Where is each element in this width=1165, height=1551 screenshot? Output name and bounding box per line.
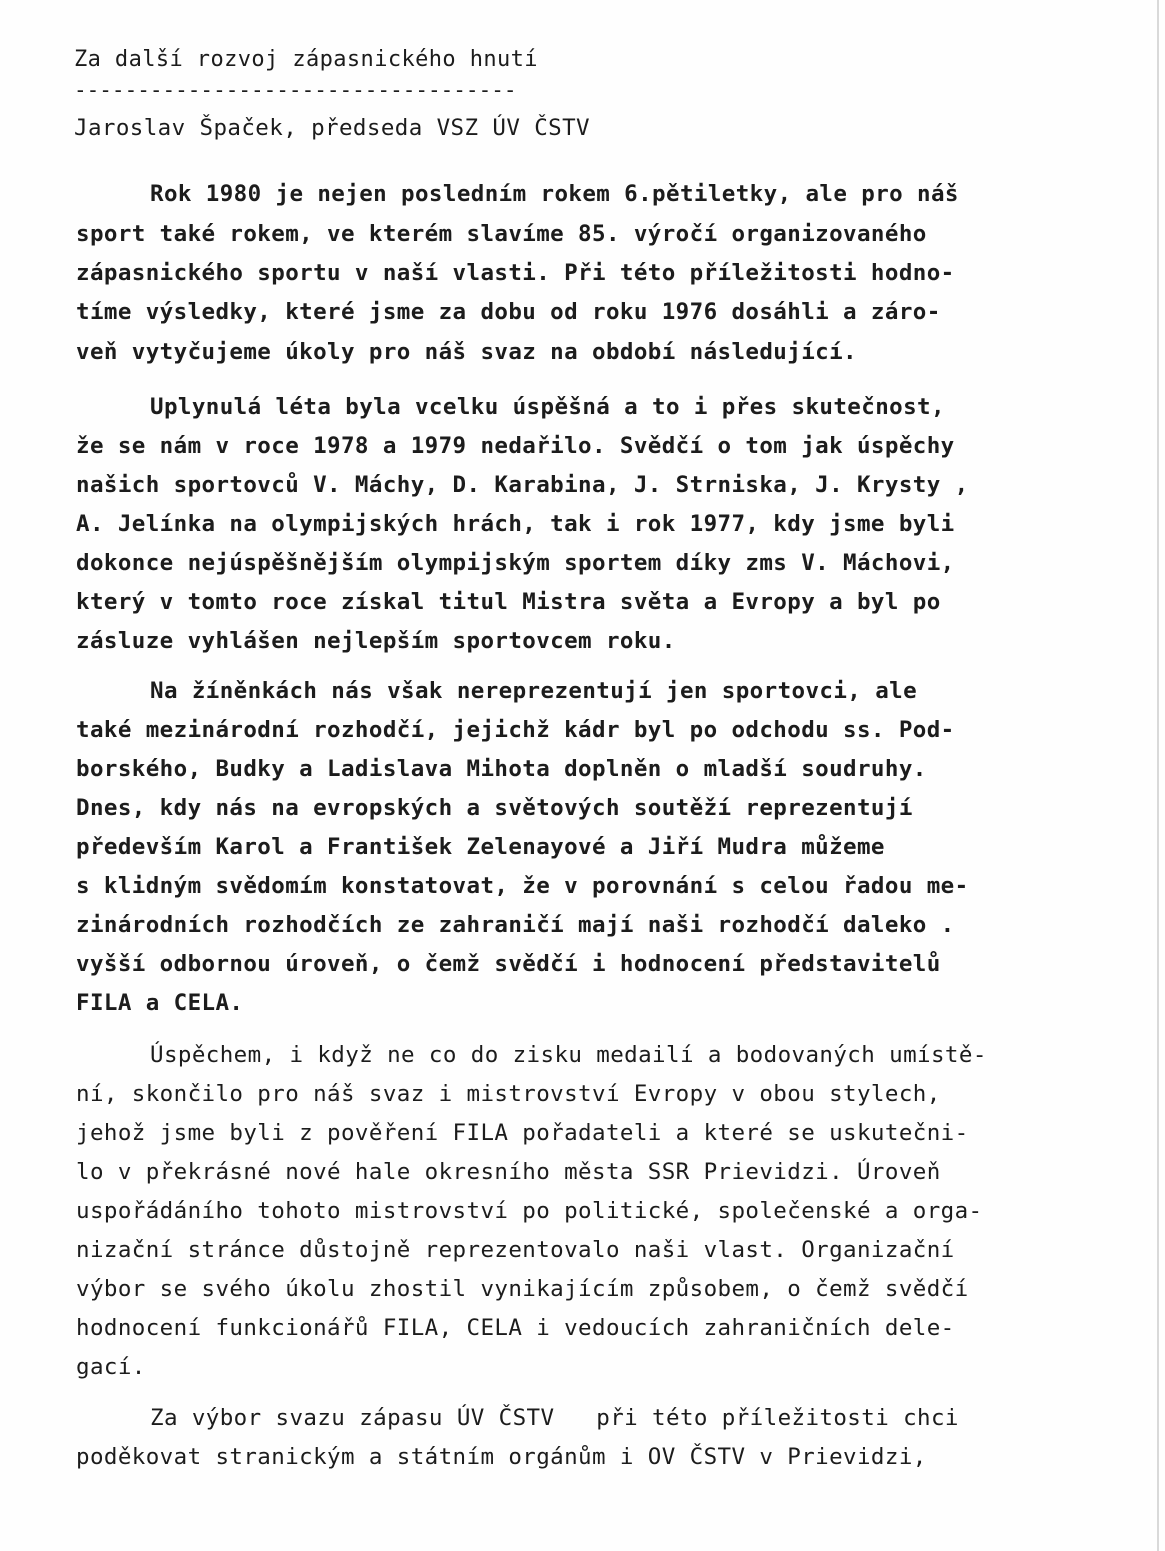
paragraph-line: zinárodních rozhodčích ze zahraničí mají naši rozhodčí daleko .	[76, 912, 955, 938]
paragraph-line: především Karol a František Zelenayové a Jiří Mudra můžeme	[76, 834, 885, 860]
paragraph-line: zápasnického sportu v naší vlasti. Při této příležitosti hodno-	[76, 260, 955, 286]
paragraph-line: tíme výsledky, které jsme za dobu od roku 1976 dosáhli a záro-	[76, 299, 941, 325]
paragraph-line: poděkovat stranickým a státním orgánům i OV ČSTV v Prievidzi,	[76, 1444, 927, 1470]
paragraph-line: Za výbor svazu zápasu ÚV ČSTV při této příležitosti chci	[150, 1405, 959, 1431]
paragraph-line: Dnes, kdy nás na evropských a světových soutěží reprezentují	[76, 795, 913, 821]
paragraph-line: Uplynulá léta byla vcelku úspěšná a to i přes skutečnost,	[150, 394, 945, 420]
paragraph-line: Na žíněnkách nás však nereprezentují jen sportovci, ale	[150, 678, 918, 704]
scan-edge-line	[1157, 0, 1159, 1551]
paragraph-line: dokonce nejúspěšnějším olympijským sportem díky zms V. Máchovi,	[76, 550, 955, 576]
paragraph-line: borského, Budky a Ladislava Mihota doplněn o mladší soudruhy.	[76, 756, 927, 782]
paragraph-line: A. Jelínka na olympijských hrách, tak i rok 1977, kdy jsme byli	[76, 511, 955, 537]
document-title: Za další rozvoj zápasnického hnutí	[74, 47, 538, 72]
paragraph-line: Úspěchem, i když ne co do zisku medailí a bodovaných umístě-	[150, 1042, 987, 1068]
paragraph-line: lo v překrásné nové hale okresního města SSR Prievidzi. Úroveň	[76, 1159, 941, 1185]
paragraph-line: že se nám v roce 1978 a 1979 nedařilo. Svědčí o tom jak úspěchy	[76, 433, 955, 459]
paragraph-line: vyšší odbornou úroveň, o čemž svědčí i hodnocení představitelů	[76, 951, 941, 977]
paragraph-line: hodnocení funkcionářů FILA, CELA i vedoucích zahraničních dele-	[76, 1315, 955, 1341]
paragraph-line: uspořádáního tohoto mistrovství po politické, společenské a orga-	[76, 1198, 983, 1224]
author-line: Jaroslav Špaček, předseda VSZ ÚV ČSTV	[74, 115, 591, 141]
paragraph-line: našich sportovců V. Máchy, D. Karabina, J. Strniska, J. Krysty ,	[76, 472, 969, 498]
paragraph-line: který v tomto roce získal titul Mistra světa a Evropy a byl po	[76, 589, 941, 615]
paragraph-line: gací.	[76, 1354, 146, 1380]
paragraph-line: ní, skončilo pro náš svaz i mistrovství Evropy v obou stylech,	[76, 1081, 941, 1107]
paragraph-line: s klidným svědomím konstatovat, že v porovnání s celou řadou me-	[76, 873, 969, 899]
paragraph-line: FILA a CELA.	[76, 990, 244, 1016]
paragraph-line: veň vytyčujeme úkoly pro náš svaz na období následující.	[76, 339, 857, 365]
paragraph-line: zásluze vyhlášen nejlepším sportovcem roku.	[76, 628, 676, 654]
title-underline: -----------------------------------	[74, 78, 517, 102]
paragraph-line: jehož jsme byli z pověření FILA pořadateli a které se uskutečni-	[76, 1120, 969, 1146]
paragraph-line: sport také rokem, ve kterém slavíme 85. výročí organizovaného	[76, 221, 927, 247]
paragraph-line: také mezinárodní rozhodčí, jejichž kádr byl po odchodu ss. Pod-	[76, 717, 955, 743]
paragraph-line: Rok 1980 je nejen posledním rokem 6.pětiletky, ale pro náš	[150, 181, 959, 207]
paragraph-line: nizační stránce důstojně reprezentovalo naši vlast. Organizační	[76, 1237, 955, 1263]
paragraph-line: výbor se svého úkolu zhostil vynikajícím způsobem, o čemž svědčí	[76, 1276, 969, 1302]
